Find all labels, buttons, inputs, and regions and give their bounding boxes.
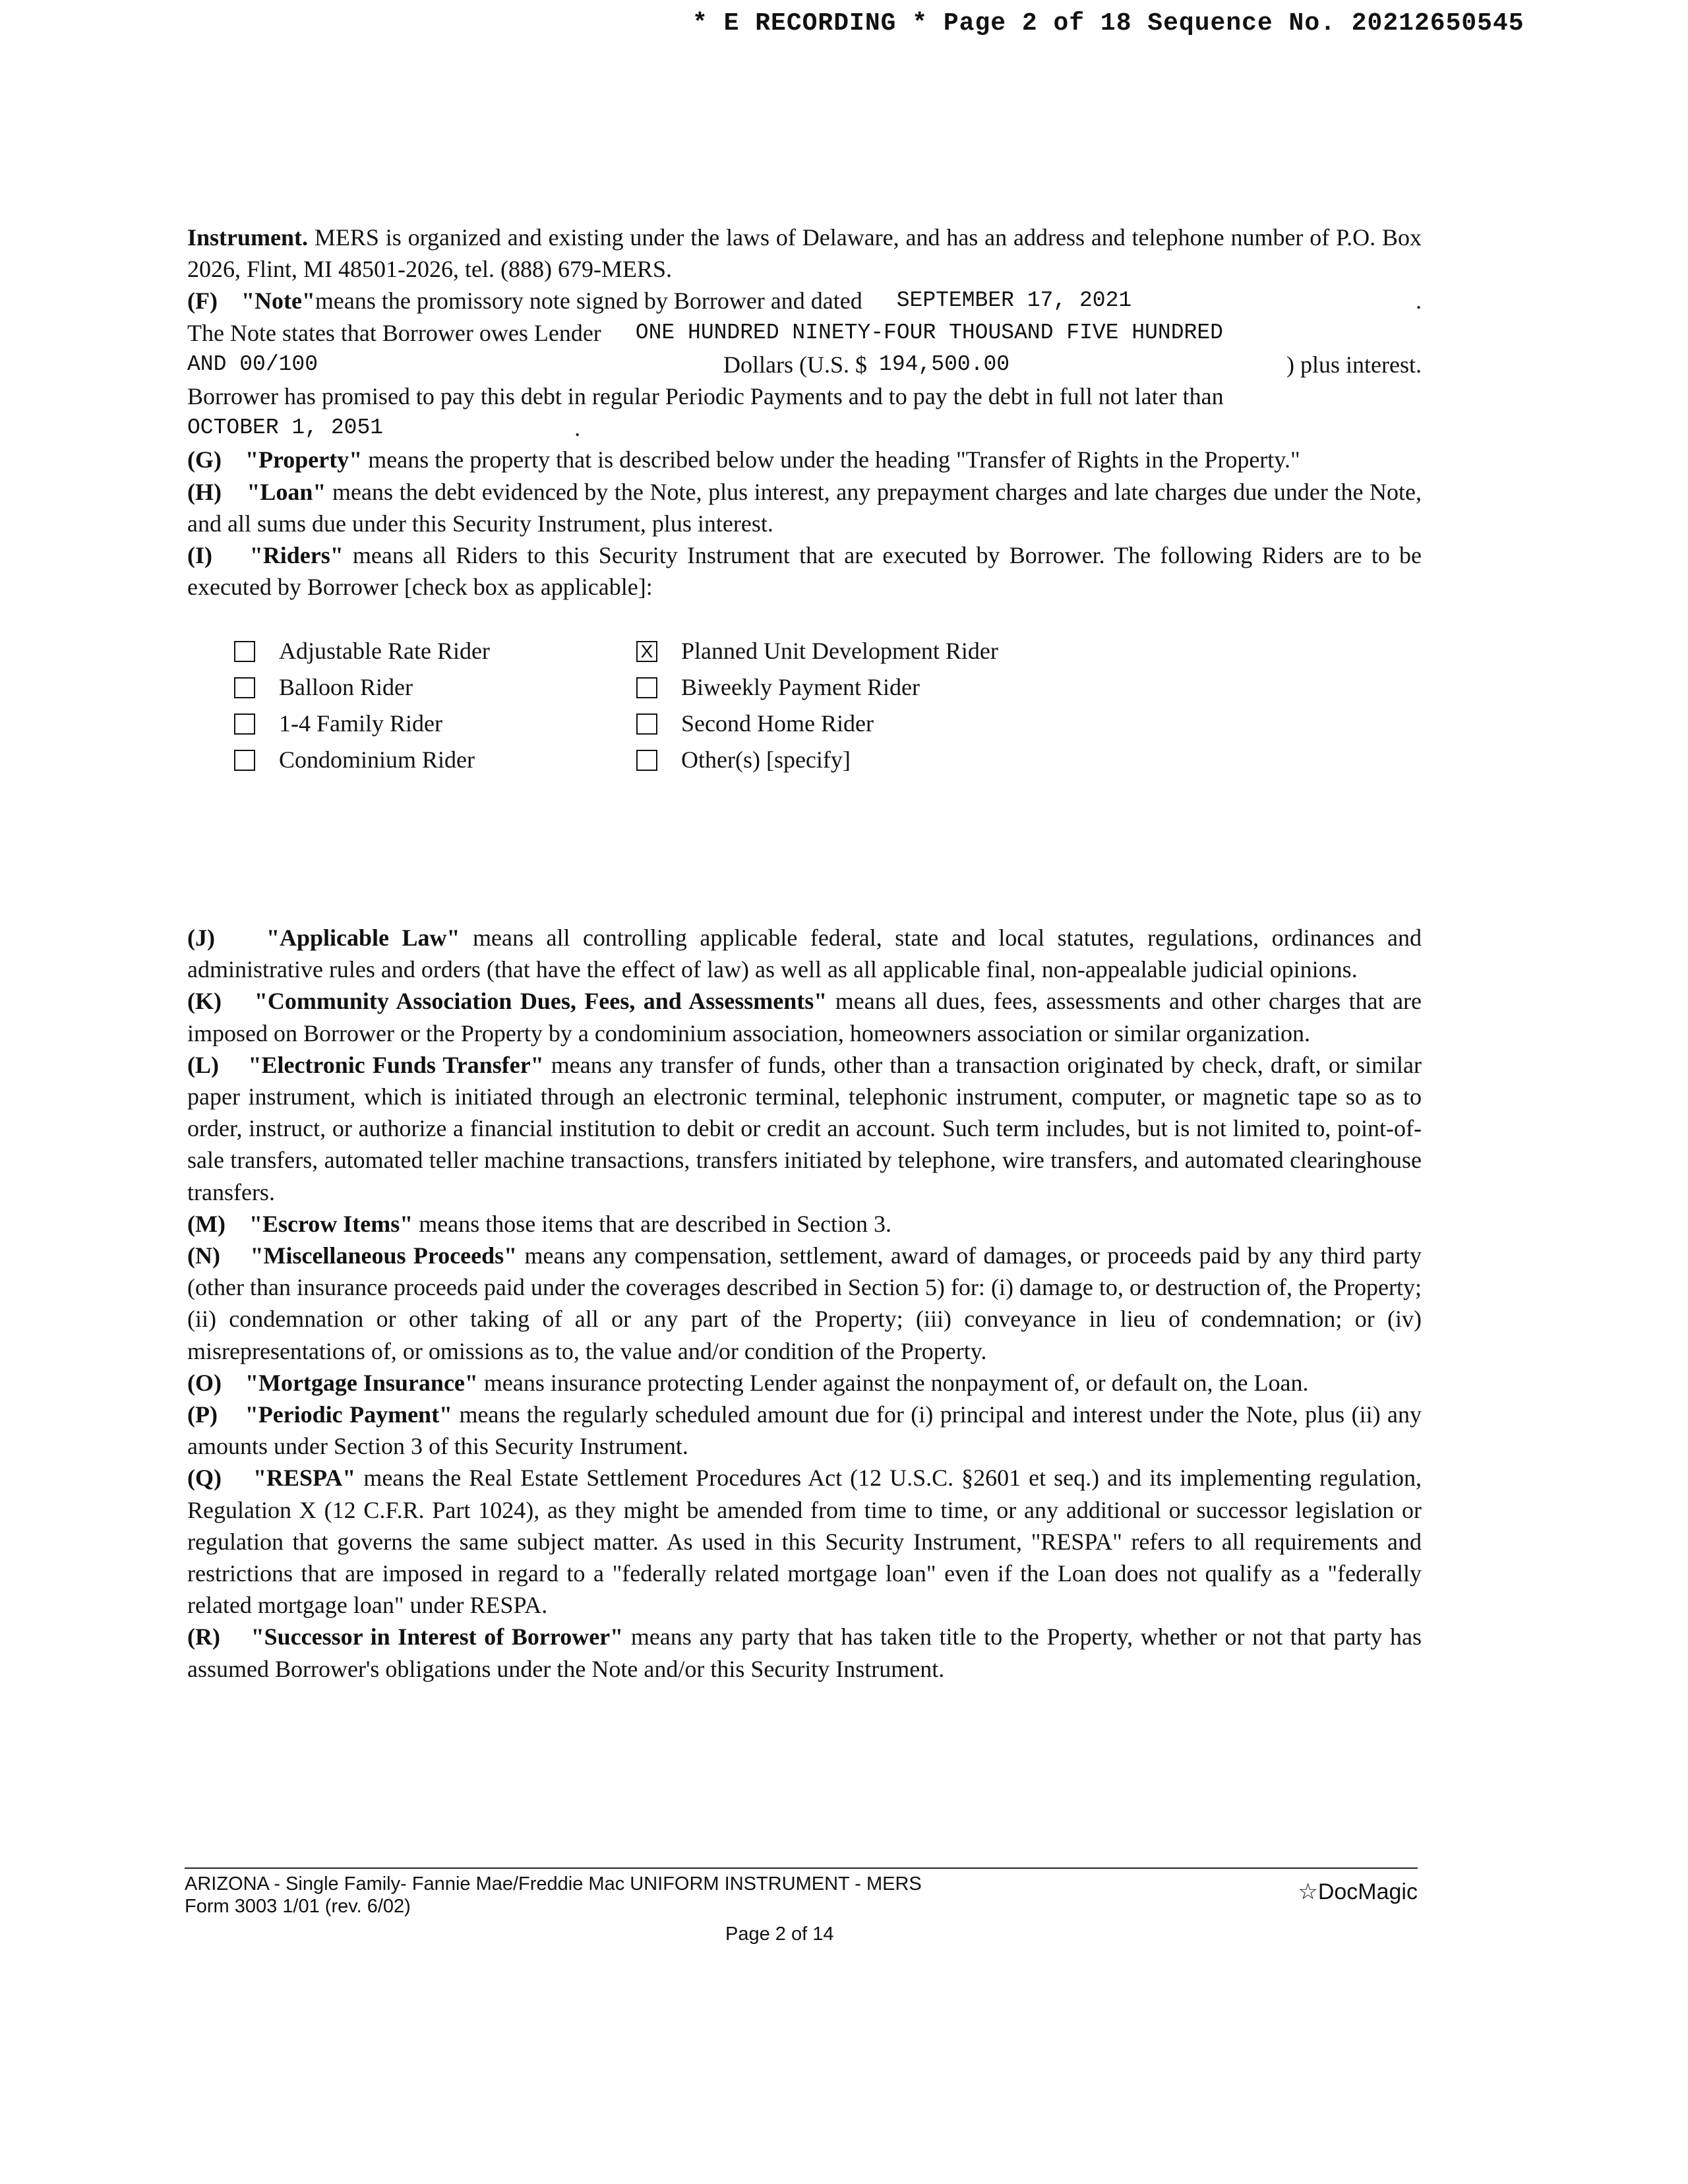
checkbox — [234, 641, 255, 662]
intro-paragraph — [187, 222, 1422, 285]
definition-text: means the Real Estate Settlement Procedures Act (12 U.S.C. §2601 et seq.) and its implementing regulation, Regulation X (12 C.F.R. Part 1024), as they might be amended from time to time, or any additional or successor legislation or regulation that governs the same subject matter. As used in this Security Instrument, "RESPA" refers to all requirements and restrictions that are imposed in regard to a "federally related mortgage loan" even if the Loan does not qualify as a "federally related mortgage loan" under RESPA. — [187, 1465, 1422, 1619]
intro-lead: Instrument. — [187, 224, 309, 251]
note-text1: means the promissory note signed by Borrower and dated — [315, 288, 862, 315]
definition-label: (L) — [187, 1051, 219, 1078]
rider-other — [636, 742, 1098, 778]
note-term: "Note" — [241, 288, 315, 315]
rider-label: Balloon Rider — [279, 674, 413, 700]
definition-term: "RESPA" — [253, 1465, 356, 1492]
definition-text: means any transfer of funds, other than a transaction originated by check, draft, or similar paper instrument, which is initiated through an electronic terminal, telephonic instrument, computer, or magnetic tape so as to order, instruct, or authorize a financial institution to debit or credit an account. Such term includes, but is not limited to, point-of-sale transfers, automated teller machine transactions, transfers initiated by telephone, wire transfers, and automated clearinghouse transfers. — [187, 1051, 1422, 1205]
note-text3: Borrower has promised to pay this debt in regular Periodic Payments and to pay the debt in full not later than — [187, 383, 1224, 410]
definition-term: "Community Association Dues, Fees, and Assessments" — [254, 988, 828, 1015]
checkbox — [636, 750, 657, 771]
riders-text: means all Riders to this Security Instrument that are executed by Borrower. The following Riders are to be executed by Borrower [check box as applicable]: — [187, 542, 1422, 601]
footer-divider — [185, 1867, 1418, 1869]
definition-label: (J) — [187, 925, 215, 951]
property-label: (G) — [187, 446, 222, 473]
rider-label: Condominium Rider — [279, 746, 475, 773]
definition-label: (Q) — [187, 1465, 222, 1492]
definition-electronic-funds-transfer — [187, 1049, 1422, 1208]
definitions-top — [187, 222, 1422, 603]
definition-text: means those items that are described in Section 3. — [413, 1210, 892, 1237]
definition-label: (R) — [187, 1623, 220, 1651]
rider-planned-unit-development — [636, 633, 1098, 669]
checkbox — [234, 713, 255, 735]
property-text: means the property that is described below under the heading "Transfer of Rights in the Property." — [362, 446, 1300, 473]
definition-term: "Electronic Funds Transfer" — [248, 1051, 544, 1078]
note-amount-words-2: AND 00/100 — [187, 351, 318, 377]
definition-periodic-payment — [187, 1399, 1422, 1462]
definition-term: "Miscellaneous Proceeds" — [250, 1242, 518, 1269]
definition-term: "Mortgage Insurance" — [245, 1369, 478, 1396]
checkbox — [636, 713, 657, 735]
definition-term: "Successor in Interest of Borrower" — [251, 1623, 624, 1651]
rider-1-4-family — [234, 706, 636, 742]
note-label: (F) — [187, 288, 218, 315]
page-number: Page 2 of 14 — [725, 1924, 834, 1945]
checkbox — [234, 677, 255, 698]
checkbox — [234, 750, 255, 771]
note-date: SEPTEMBER 17, 2021 — [896, 288, 1132, 313]
definition-respa — [187, 1462, 1422, 1621]
note-line-3 — [187, 349, 1422, 380]
definition-riders — [187, 539, 1422, 603]
definition-applicable-law — [187, 922, 1422, 985]
star-icon: ☆ — [1298, 1879, 1318, 1904]
property-term: "Property" — [245, 446, 363, 473]
note-period-2: . — [574, 415, 581, 442]
definition-text: means any compensation, settlement, award of damages, or proceeds paid by any third party (other than insurance proceeds paid under the coverages described in Section 5) for: (i) damage to, or destruction of, the Property; (ii) condemnation or other taking of all or any part of the Property; (iii) conveyance in lieu of condemnation; or (iv) misrepresentations of, or omissions as to, the value and/or condition of the Property. — [187, 1242, 1422, 1364]
definition-text: means any party that has taken title to the Property, whether or not that party has assumed Borrower's obligations under the Note and/or this Security Instrument. — [187, 1623, 1422, 1682]
loan-label: (H) — [187, 478, 222, 505]
definition-term: "Periodic Payment" — [245, 1401, 453, 1428]
checkbox — [636, 677, 657, 698]
definition-label: (N) — [187, 1242, 220, 1269]
riders-term: "Riders" — [249, 542, 344, 569]
definition-escrow-items — [187, 1208, 1422, 1240]
rider-label: Adjustable Rate Rider — [279, 638, 490, 664]
definition-text: means the regularly scheduled amount due for (i) principal and interest under the Note, plus (ii) any amounts under Section 3 of this Security Instrument. — [187, 1401, 1422, 1460]
note-dollars-label: Dollars (U.S. $ — [723, 351, 868, 378]
definition-term: "Applicable Law" — [266, 925, 460, 951]
rider-biweekly-payment — [636, 669, 1098, 706]
definition-text: means insurance protecting Lender against the nonpayment of, or default on, the Loan. — [477, 1369, 1309, 1396]
note-line-2 — [187, 317, 1422, 349]
note-text2: The Note states that Borrower owes Lender — [187, 319, 601, 346]
loan-term: "Loan" — [247, 478, 326, 505]
rider-adjustable-rate — [234, 633, 636, 669]
definitions-bottom — [187, 922, 1422, 1685]
riders-label: (I) — [187, 542, 212, 569]
intro-text: MERS is organized and existing under the laws of Delaware, and has an address and telephone number of P.O. Box 2026, Flint, MI 48501-2026, tel. (888) 679-MERS. — [187, 224, 1422, 283]
footer-form-title: ARIZONA - Single Family- Fannie Mae/Freddie Mac UNIFORM INSTRUMENT - MERS — [185, 1873, 922, 1895]
definition-label: (K) — [187, 988, 222, 1015]
definition-mortgage-insurance — [187, 1367, 1422, 1399]
riders-checklist — [234, 633, 1157, 778]
rider-balloon — [234, 669, 636, 706]
brand-name: DocMagic — [1317, 1879, 1418, 1904]
rider-label: Second Home Rider — [681, 710, 874, 737]
definition-text: means all controlling applicable federal, state and local statutes, regulations, ordinances and administrative rules and orders (that have the effect of law) as well as all applicable final, non-appealable judicial opinions. — [187, 925, 1422, 983]
rider-condominium — [234, 742, 636, 778]
definition-community-association — [187, 985, 1422, 1048]
note-amount: 194,500.00 — [879, 351, 1010, 377]
note-period: . — [1416, 288, 1422, 315]
rider-second-home — [636, 706, 1098, 742]
rider-label: Biweekly Payment Rider — [681, 674, 920, 700]
definition-successor-in-interest — [187, 1621, 1422, 1684]
rider-label: 1-4 Family Rider — [279, 710, 442, 737]
definition-miscellaneous-proceeds — [187, 1240, 1422, 1367]
page-footer — [185, 1873, 1418, 1945]
note-maturity: OCTOBER 1, 2051 — [187, 415, 384, 440]
note-line-1 — [187, 285, 1422, 317]
rider-label: Planned Unit Development Rider — [681, 638, 998, 664]
note-amount-words-1: ONE HUNDRED NINETY-FOUR THOUSAND FIVE HUNDRED — [635, 320, 1223, 345]
definition-text: means all dues, fees, assessments and other charges that are imposed on Borrower or the Property by a condominium association, homeowners association or similar organization. — [187, 988, 1422, 1046]
docmagic-logo — [1298, 1881, 1418, 1903]
definition-label: (P) — [187, 1401, 218, 1428]
rider-label: Other(s) [specify] — [681, 746, 851, 773]
definition-label: (O) — [187, 1369, 222, 1396]
checkbox-checked: X — [636, 641, 657, 662]
loan-text: means the debt evidenced by the Note, plus interest, any prepayment charges and late charges due under the Note, and all sums due under this Security Instrument, plus interest. — [187, 478, 1422, 537]
definition-label: (M) — [187, 1210, 226, 1237]
definition-term: "Escrow Items" — [249, 1210, 413, 1237]
definition-loan — [187, 476, 1422, 539]
recording-header: * E RECORDING * Page 2 of 18 Sequence No. 20212650545 — [692, 9, 1524, 38]
note-line-5 — [187, 412, 1422, 444]
note-plus-interest: ) plus interest. — [1286, 351, 1422, 378]
footer-form-number: Form 3003 1/01 (rev. 6/02) — [185, 1896, 411, 1917]
definition-property — [187, 444, 1422, 475]
